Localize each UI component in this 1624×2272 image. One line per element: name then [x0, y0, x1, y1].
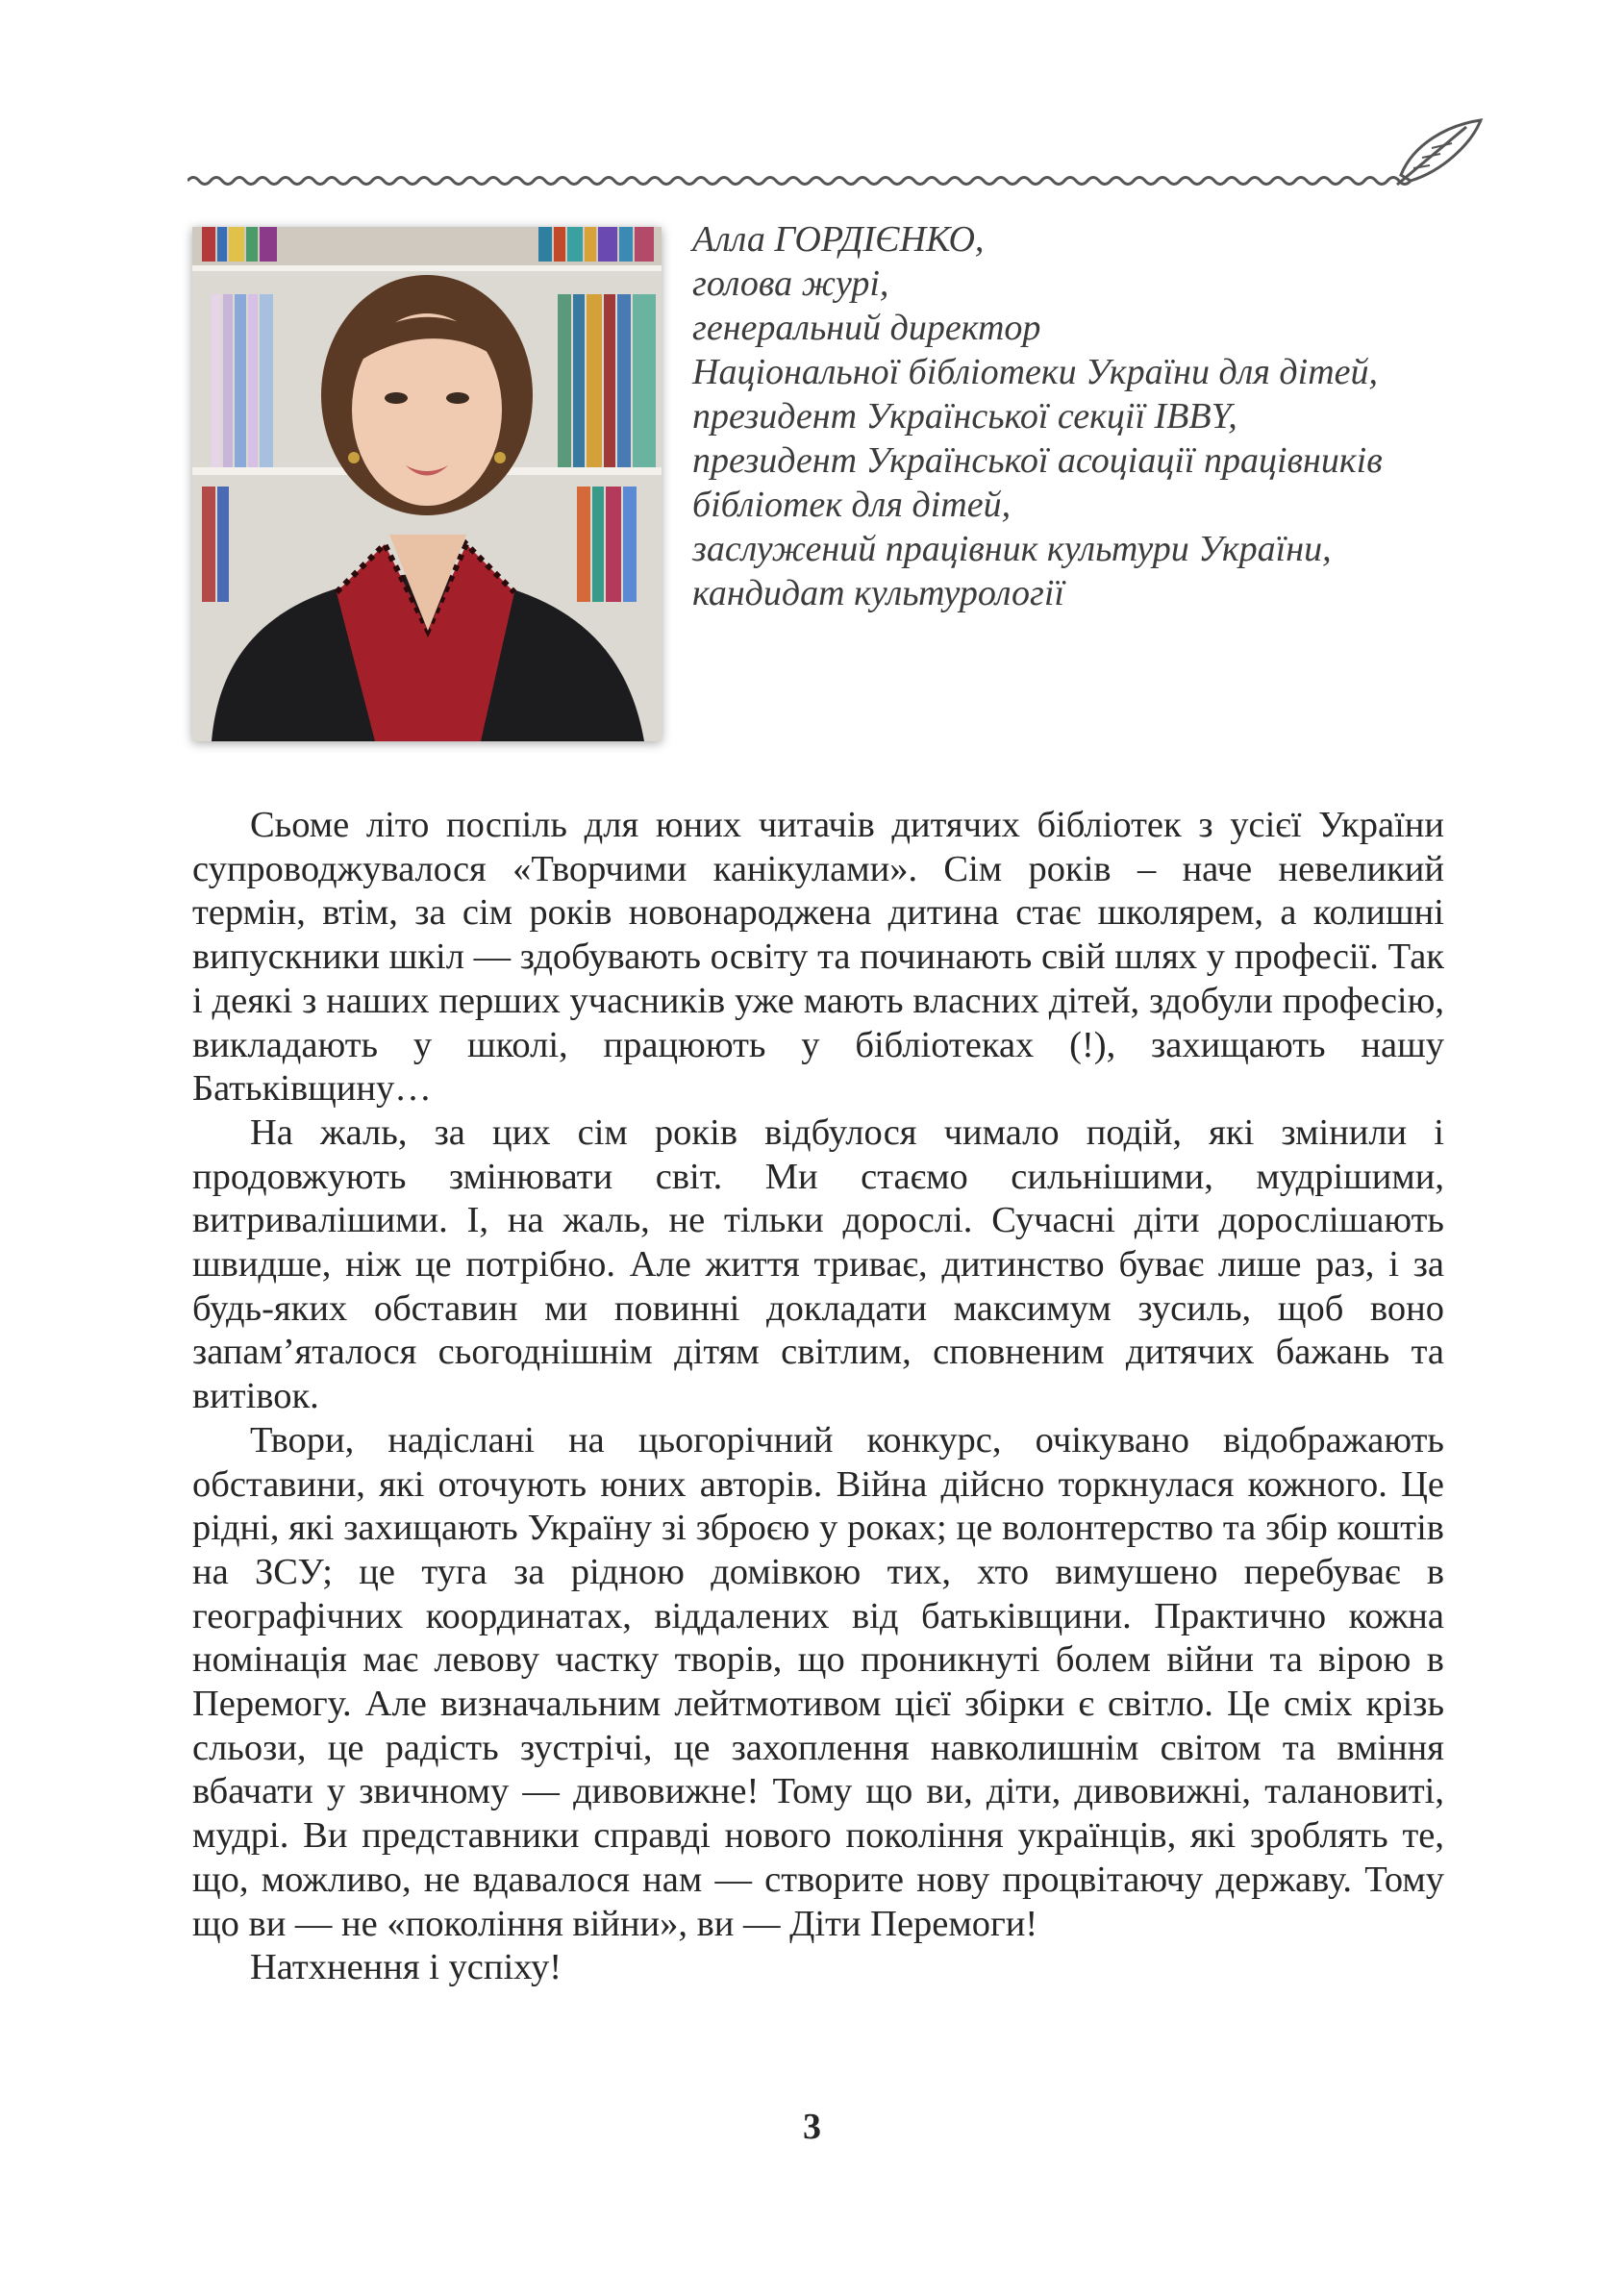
- author-name: Алла ГОРДІЄНКО,: [692, 219, 985, 260]
- bio-line: Національної бібліотеки України для дітей,: [692, 352, 1379, 392]
- paragraph: Твори, надіслані на цьогорічний конкурс, очікувано відображають обставини, які оточують юних авторів. Війна дійсно торкнулася кожного. Це рідні, які захищають Україну зі зброєю у роках; це волонтерство та збір коштів на ЗСУ; це туга за рідною домівкою тих, хто вимушено перебуває в географічних координатах, віддалених від батьківщини. Практично кожна номінація має левову частку творів, що проникнуті болем війни та вірою в Перемогу. Але визначальним лейтмотивом цієї збірки є світло. Це сміх крізь сльози, це радість зустрічі, це захоплення навколишнім світом та вміння вбачати у звичному — дивовижне! Тому що ви, діти, дивовижні, талановиті, мудрі. Ви представники справді нового покоління українців, які зроблять те, що, можливо, не вдавалося нам — створите нову процвітаючу державу. Тому що ви — не «покоління війни», ви — Діти Перемоги!: [192, 1419, 1444, 1944]
- bio-line: бібліотек для дітей,: [692, 485, 1012, 525]
- bio-line: кандидат культурології: [692, 573, 1064, 613]
- bio-line: генеральний директор: [692, 308, 1041, 348]
- bio-line: голова журі,: [692, 263, 889, 304]
- bio-line: заслужений працівник культури України,: [692, 529, 1332, 569]
- article-body: [192, 804, 1444, 1990]
- bio-line: президент Української асоціації працівників: [692, 440, 1383, 481]
- portrait-photo: [192, 227, 662, 741]
- author-bio: [692, 217, 1519, 615]
- quill-icon: [1397, 120, 1481, 185]
- paragraph: Натхнення і успіху!: [250, 1947, 562, 1988]
- wavy-line-quill-icon: [187, 115, 1486, 202]
- bio-line: президент Української секції IBBY,: [692, 396, 1237, 437]
- paragraph: На жаль, за цих сім років відбулося чимало подій, які змінили і продовжують змінювати світ. Ми стаємо сильнішими, мудрішими, витривалішими. І, на жаль, не тільки дорослі. Сучасні діти дорослішають швидше, ніж це потрібно. Але життя триває, дитинство буває лише раз, і за будь-яких обставин ми повинні докладати максимум зусиль, щоб воно запам’яталося сьогоднішнім дітям світлим, сповненим дитячих бажань та витівок.: [192, 1111, 1444, 1417]
- paragraph: Сьоме літо поспіль для юних читачів дитячих бібліотек з усієї України супроводжувалося «Творчими канікулами». Сім років – наче невеликий термін, втім, за сім років новонароджена дитина стає школярем, а колишні випускники шкіл — здобувають освіту та починають свій шлях у професії. Так і деякі з наших перших учасників уже мають власних дітей, здобули професію, викладають у школі, працюють у бібліотеках (!), захищають нашу Батьківщину…: [192, 805, 1444, 1110]
- page-number: 3: [803, 2107, 821, 2147]
